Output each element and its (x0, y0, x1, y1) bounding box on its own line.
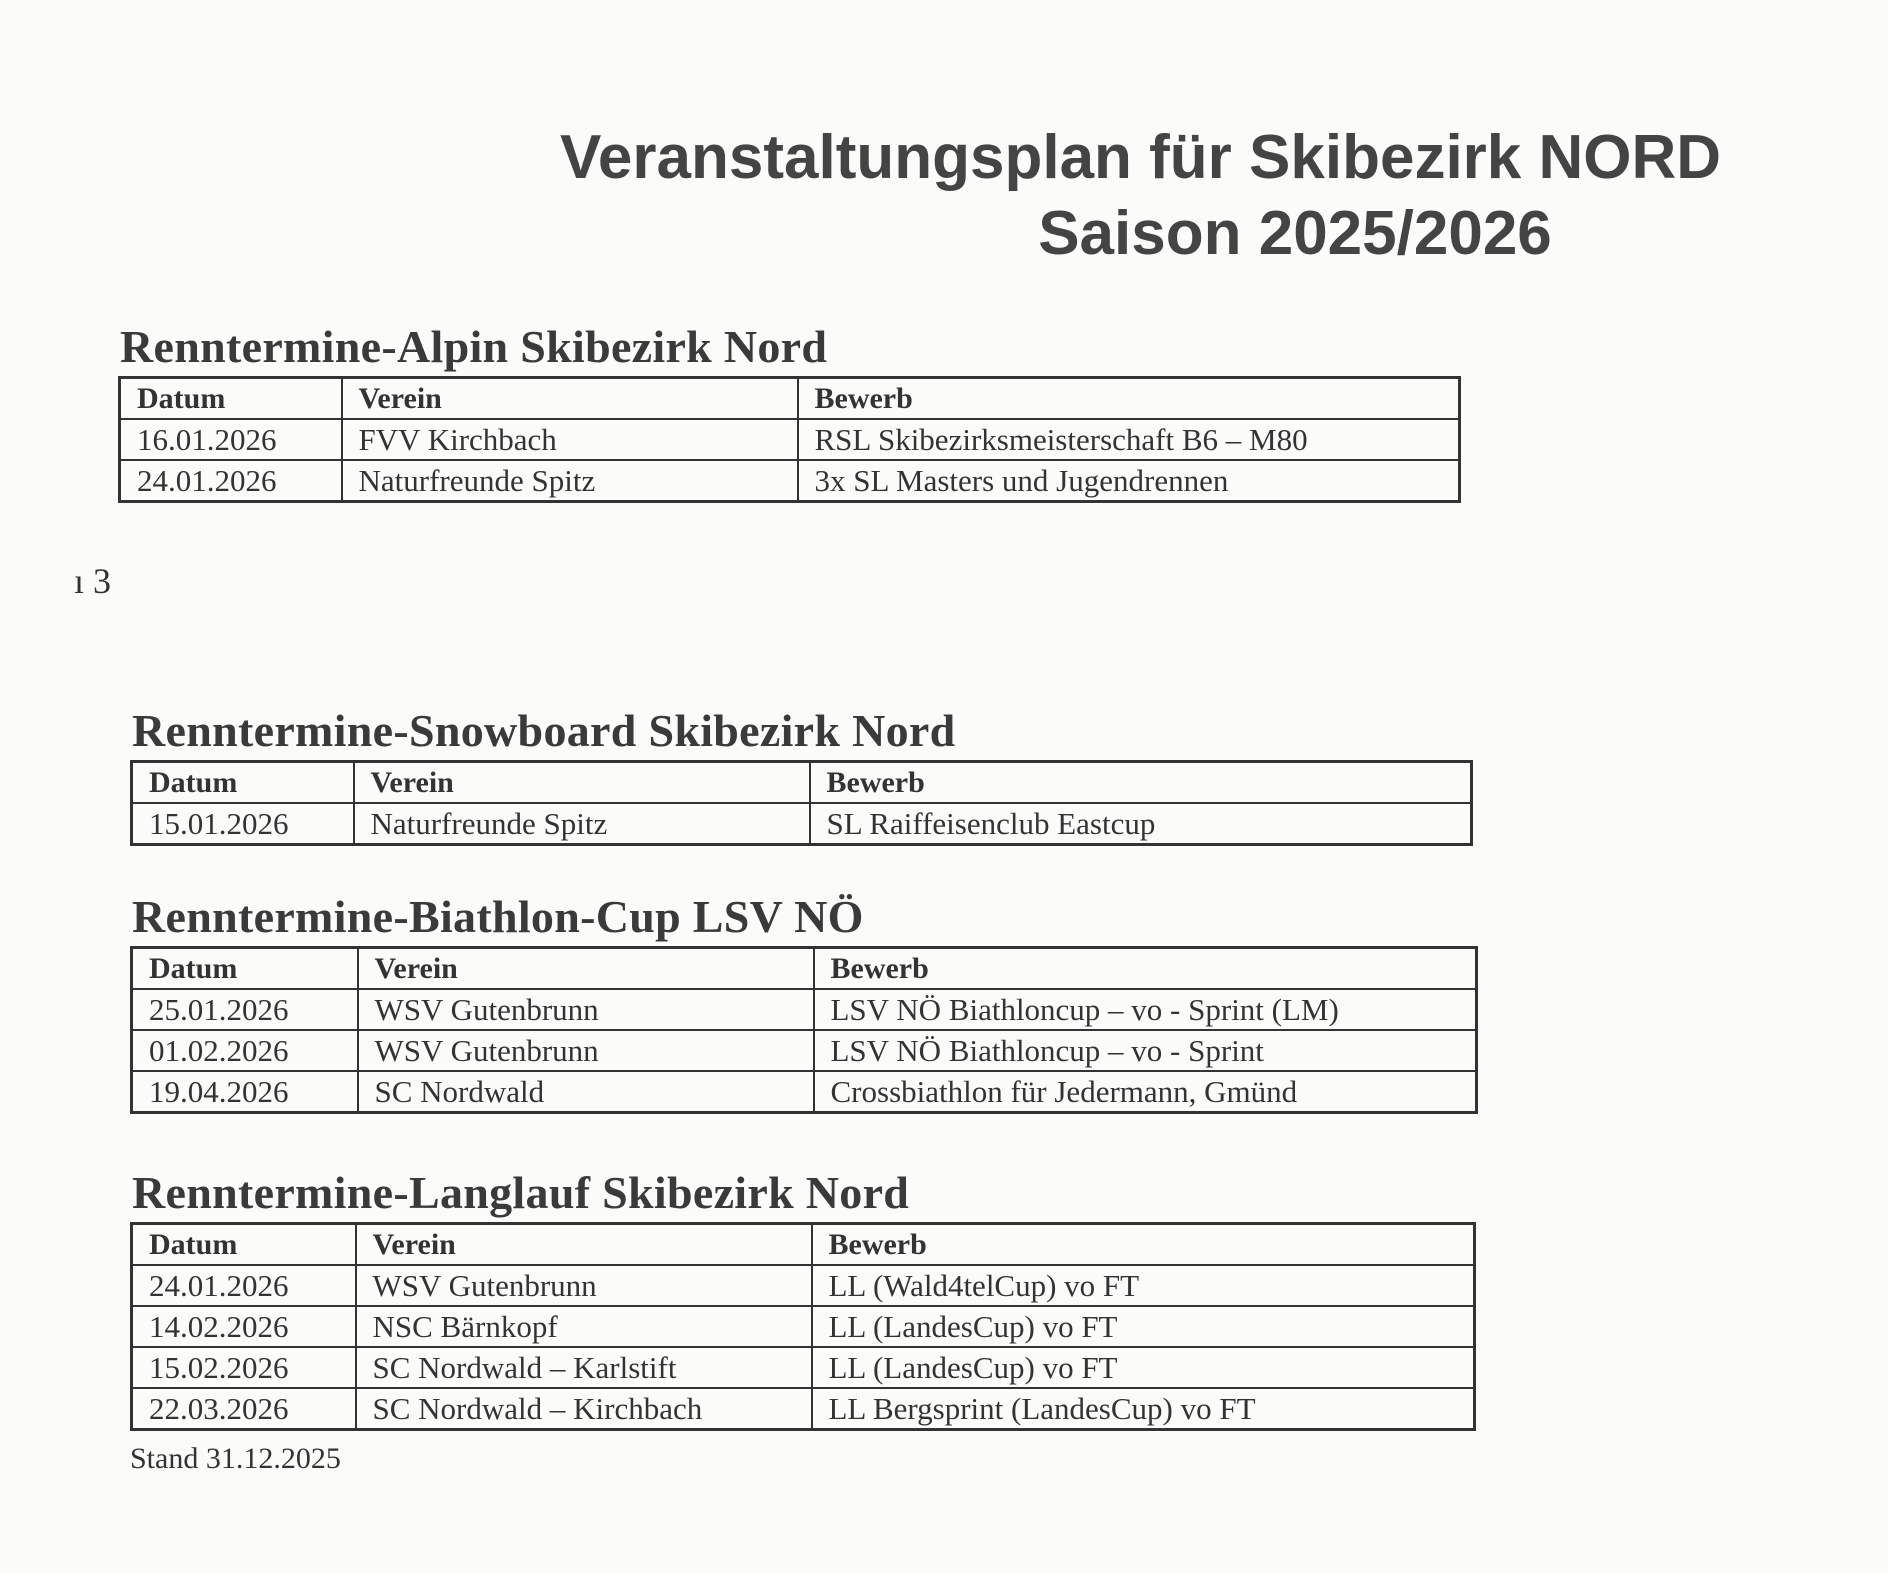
section-langlauf (130, 1168, 1476, 1431)
cell-datum: 14.02.2026 (132, 1306, 356, 1347)
column-header-datum: Datum (120, 378, 342, 420)
cell-verein: SC Nordwald (358, 1071, 814, 1113)
table-row (132, 1347, 1475, 1388)
column-header-datum: Datum (132, 1224, 356, 1266)
table-row (132, 989, 1477, 1030)
section-heading: Renntermine-Alpin Skibezirk Nord (120, 321, 828, 372)
cell-verein: FVV Kirchbach (342, 419, 798, 460)
cell-datum: 01.02.2026 (132, 1030, 358, 1071)
section-heading: Renntermine-Snowboard Skibezirk Nord (132, 705, 956, 756)
column-header-datum: Datum (132, 762, 354, 804)
table-header-row (132, 948, 1477, 990)
table-row (120, 460, 1460, 502)
cell-datum: 19.04.2026 (132, 1071, 358, 1113)
column-header-bewerb: Bewerb (812, 1224, 1475, 1266)
events-table (130, 760, 1473, 846)
cell-datum: 15.02.2026 (132, 1347, 356, 1388)
cell-verein: SC Nordwald – Karlstift (356, 1347, 812, 1388)
section-snowboard (130, 706, 1473, 846)
table-row (132, 1265, 1475, 1306)
table-row (132, 803, 1472, 845)
cell-datum: 22.03.2026 (132, 1388, 356, 1430)
table-row (120, 419, 1460, 460)
cell-bewerb: 3x SL Masters und Jugendrennen (798, 460, 1460, 502)
column-header-bewerb: Bewerb (810, 762, 1472, 804)
events-table (130, 946, 1478, 1114)
column-header-datum: Datum (132, 948, 358, 990)
cell-verein: NSC Bärnkopf (356, 1306, 812, 1347)
cell-verein: WSV Gutenbrunn (358, 1030, 814, 1071)
table-row (132, 1388, 1475, 1430)
cell-bewerb: LL (LandesCup) vo FT (812, 1347, 1475, 1388)
cell-datum: 16.01.2026 (120, 419, 342, 460)
cell-bewerb: LL Bergsprint (LandesCup) vo FT (812, 1388, 1475, 1430)
column-header-verein: Verein (356, 1224, 812, 1266)
cell-datum: 24.01.2026 (120, 460, 342, 502)
cell-bewerb: LSV NÖ Biathloncup – vo - Sprint (814, 1030, 1477, 1071)
cell-verein: Naturfreunde Spitz (354, 803, 810, 845)
cell-datum: 24.01.2026 (132, 1265, 356, 1306)
table-header-row (132, 1224, 1475, 1266)
table-header-row (132, 762, 1472, 804)
section-biathlon (130, 892, 1478, 1114)
table-row (132, 1071, 1477, 1113)
cell-datum: 15.01.2026 (132, 803, 354, 845)
cell-verein: WSV Gutenbrunn (358, 989, 814, 1030)
column-header-bewerb: Bewerb (814, 948, 1477, 990)
table-row (132, 1306, 1475, 1347)
column-header-verein: Verein (342, 378, 798, 420)
cell-verein: Naturfreunde Spitz (342, 460, 798, 502)
column-header-verein: Verein (358, 948, 814, 990)
cell-verein: WSV Gutenbrunn (356, 1265, 812, 1306)
season-subtitle: Saison 2025/2026 (1038, 199, 1552, 268)
section-alpin (118, 322, 1461, 503)
status-date: Stand 31.12.2025 (130, 1442, 341, 1475)
section-heading: Renntermine-Biathlon-Cup LSV NÖ (132, 891, 864, 942)
cell-bewerb: LL (LandesCup) vo FT (812, 1306, 1475, 1347)
cell-verein: SC Nordwald – Kirchbach (356, 1388, 812, 1430)
cell-bewerb: RSL Skibezirksmeisterschaft B6 – M80 (798, 419, 1460, 460)
cell-bewerb: SL Raiffeisenclub Eastcup (810, 803, 1472, 845)
table-header-row (120, 378, 1460, 420)
cell-bewerb: LSV NÖ Biathloncup – vo - Sprint (LM) (814, 989, 1477, 1030)
events-table (130, 1222, 1476, 1431)
cell-datum: 25.01.2026 (132, 989, 358, 1030)
cell-bewerb: LL (Wald4telCup) vo FT (812, 1265, 1475, 1306)
section-heading: Renntermine-Langlauf Skibezirk Nord (132, 1167, 910, 1218)
column-header-verein: Verein (354, 762, 810, 804)
document-title: Veranstaltungsplan für Skibezirk NORD (560, 123, 1722, 192)
table-row (132, 1030, 1477, 1071)
cell-bewerb: Crossbiathlon für Jedermann, Gmünd (814, 1071, 1477, 1113)
column-header-bewerb: Bewerb (798, 378, 1460, 420)
events-table (118, 376, 1461, 503)
page-marker: ı 3 (74, 561, 112, 601)
